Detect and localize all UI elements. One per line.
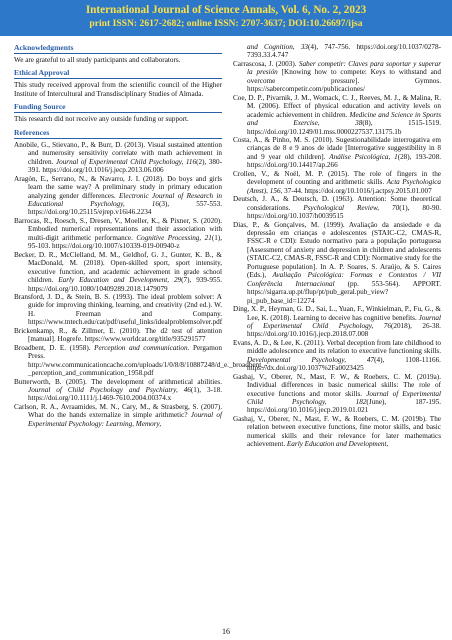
reference-journal: and Cognition, 33 [247,43,309,51]
reference-text: Butterworth, B. (2005). The development of arithmetical abilities. [14,377,222,386]
reference-entry [14,251,222,293]
reference-journal: Early Education and Development, [286,440,389,449]
reference-journal: Análise Psicológica, 1 [329,152,398,161]
reference-entry [14,141,222,175]
reference-entry [233,195,441,220]
reference-entry [233,373,441,415]
reference-text: Brickenkamp, R., & Zillmer, E. (2010). The d2 test of attention [manual]. Hogrefe. https://www.worldcat.org/title/935291577 [14,326,222,344]
reference-text: Coe, D. P., Pivarnik, J. M., Womack, C. J., Reeves, M. J., & Malina, R. M. (2006). Effect of physical education and activity levels on academic achievement in children. [233,93,441,119]
reference-journal: Developmental Psychology, 47 [247,355,375,364]
reference-entry [233,94,441,136]
reference-text: [Knowing how to compete: Keys to withstand and overcome pressure]. Gymnos. https://sabercompetir.com/publicaciones/ [247,68,441,94]
reference-text: (2018), 26-38. https://doi.org/10.1016/j.jecp.2018.07.008 [247,321,441,339]
reference-text: (7), 939-955. https://doi.org/10.1080/10409289.2018.1479079 [28,276,222,293]
reference-list-left [14,140,268,428]
reference-text: Gashaj, V., Oberer, N., Mast, F. W., & Roebers, C. M. (2019b). The relation between executive functions, fine motor skills, and basic numerical skills and their relevance for later mathematics achievement. [233,414,441,449]
references-heading: References [14,128,222,139]
funding-source-text: This research did not receive any outside funding or support. [14,115,189,124]
reference-journal: Journal of Child Psychology and Psychiatry, 46 [28,385,191,394]
reference-journal: Acta Psychologica (Amst), 156 [247,178,441,195]
reference-entry [14,343,268,378]
reference-text: Evans, A. D., & Lee, K. (2011). Verbal deception from late childhood to middle adolescence and its relation to executive functioning skills. [233,338,441,356]
reference-entry [233,170,441,195]
page-number: 16 [222,627,230,636]
reference-journal: Saber competir: Claves para soportar y superar la presión [247,59,441,77]
reference-text: (8), 1515-1519. https://doi.org/10.1249/01.mss.0000227537.13175.1b [247,119,441,136]
reference-journal: Psychological Review, 70 [303,203,400,212]
reference-text: Costa, A., & Pinho, M. S. (2010). Sugestionabilidade interrogativa em crianças de 8 e 9 anos de idade [Interrogative suggestibility in 8 and 9 year old children]. [233,135,441,161]
reference-journal: Medicine and Science in Sports and Exercise, 38 [247,110,441,128]
reference-journal: Journal of Experimental Child Psychology, 116 [55,157,197,166]
reference-text: Crollen, V., & Noël, M. P. (2015). The role of fingers in the development of counting and arithmetic skills. [233,169,441,187]
reference-entry [233,305,441,339]
reference-journal: Electronic Journal of Research in Educational Psychology, 16 [28,191,222,208]
reference-journal: Avaliação Psicológica: Formas e Contextos / VII Conferência Internacional [247,271,441,288]
reference-list-right [233,43,441,449]
reference-text: Bransford, J. D., & Stein, B. S. (1993). The ideal problem solver: A guide for improving thinking, learning, and creativity (2nd ed.). W. H. Freeman and Company. https://www.tntech.edu/cat/pdf/useful_links/idealproblemsolver.pdf [14,292,223,327]
reference-text: Aragón, E., Serrano, N., & Navarro, J. I. (2018). Do boys and girls learn the same way? A preliminary study in primary education analyzing gender differences. [14,174,222,200]
right-column [233,43,441,449]
reference-text: (4), 1108-11166. https://dx.doi.org/10.1037%2Fa0023425 [247,355,441,373]
reference-journal: Early Education and Development, 29 [58,276,182,285]
reference-text: (1), 80-90. https://doi.org/10.1037/h0039515 [247,203,441,221]
acknowledgments-heading: Acknowledgments [14,43,222,54]
reference-entry [233,415,441,449]
reference-journal: Journal of Experimental Child Psychology, 182 [247,389,442,407]
reference-entry [14,293,222,327]
reference-text: Barrocas, R., Roesch, S., Dresen, V., Moeller, K., & Pixner, S. (2020). Embodied numerical representations and their association with multi-digit arithmetic performance. [14,216,222,242]
reference-text: (1), 95-103. https://doi.org/10.1007/s10339-019-00940-z [28,233,223,251]
reference-text: (1), 3-18. https://doi.org/10.1111/j.1469-7610.2004.00374.x [28,385,222,403]
journal-issn-doi: print ISSN: 2617-2682; online ISSN: 2707-3637; DOI:10.26697/ijsa [89,18,363,29]
reference-text: (2), 380-391. https://doi.org/10.1016/j.jecp.2013.06.006 [28,157,222,175]
reference-entry [14,327,222,344]
ethical-approval-text: This study received approval from the scientific council of the Higher Institute of Intercultural and Transdisciplinary Studies of Almada. [14,81,222,98]
reference-journal: Cognitive Processing, 21 [136,233,212,242]
reference-entry [233,43,441,60]
reference-entry [14,403,222,428]
reference-entry [233,136,441,170]
reference-text: (28), 193-208. https://doi.org/10.14417/ap.266 [247,152,442,170]
reference-text: Gashaj, V., Oberer, N., Mast, F. W., & Roebers, C. M. (2019a). Individual differences in basic numerical skills: The role of executive functions and motor skills. [233,372,441,398]
reference-text: Pergamon Press. http://www.communicationcache.com/uploads/1/0/8/8/10887248/d_e._broadbent_-_perception_and_communication_1958.pdf [28,343,268,378]
reference-journal: Journal of Experimental Child Psychology, 76 [247,313,441,330]
reference-entry [233,60,441,94]
reference-journal: Perception and communication. [94,343,190,352]
reference-entry [14,217,222,251]
reference-text: Ding, X. P., Heyman, G. D., Sai, L., Yuan, F., Winkielman, P., Fu, G., & Lee, K. (2018). Learning to deceive has cognitive benefits. [233,305,441,322]
journal-title: International Journal of Science Annals, Vol. 6, No. 2, 2023 [85,4,367,16]
reference-entry [14,378,222,403]
reference-entry [233,221,441,306]
reference-text: , 37-44. https://doi.org/10.1016/j.actpsy.2015.01.007 [280,186,432,195]
reference-text: Carlson, R. A., Avraamides, M. N., Cary, M., & Strasberg, S. (2007). What do the hands externalize in simple arithmetic? [14,402,222,420]
reference-text: Dias, P., & Gonçalves, M. (1999). Avaliação da ansiedade e da depressão em crianças e adolescentes (STAIC-C2, CMAS-R, FSSC-R e CDI): Estudo normativo para a população portuguesa [Assessment of anxiety and depression in children and adolescents (STAIC-C2, CMAS-R, FSSC-R and CDI): Normative study for the Portuguese population]. In A. P. Soares, S. Araújo, & S. Caires (Eds.), [233,220,441,280]
reference-text: (4), 747-756. https://doi.org/10.1037/0278-7393.33.4.747 [247,43,441,60]
reference-text: (June), 187-195. https://doi.org/10.1016/j.jecp.2019.01.021 [247,398,441,415]
ethical-approval-heading: Ethical Approval [14,68,222,79]
reference-text: (pp. 553-564). APPORT. https://sigarra.up.pt/flup/pt/pub_geral.pub_view?pi_pub_base_id=12274 [247,279,441,305]
reference-text: Broadbent, D. E. (1958). [14,343,95,352]
funding-source-heading: Funding Source [14,102,222,113]
reference-text: Anobile, G., Stievano, P., & Burr, D. (2013). Visual sustained attention and numerosity sensitivity correlate with math achievement in children. [14,140,222,166]
reference-text: Deutsch, J. A., & Deutsch, D. (1963). Attention: Some theoretical considerations. [233,195,441,212]
reference-journal: Journal of Experimental Psychology: Learning, Memory, [28,411,222,428]
acknowledgments-text: We are grateful to all study participants and collaborators. [14,56,181,64]
reference-entry [233,339,441,373]
journal-header [0,0,452,36]
reference-entry [14,175,222,217]
reference-text: Carrascosa, J. (2003). [233,59,299,68]
reference-text: (3), 557-553. https://doi.org/10.25115/ejrep.v16i46.2234 [28,199,222,217]
reference-text: Becker, D. R., McClelland, M. M., Geldhof, G. J., Gunter, K. B., & MacDonald, M. (2018). Open-skilled sport, sport intensity, executive function, and academic achievement in grade school children. [14,250,222,285]
